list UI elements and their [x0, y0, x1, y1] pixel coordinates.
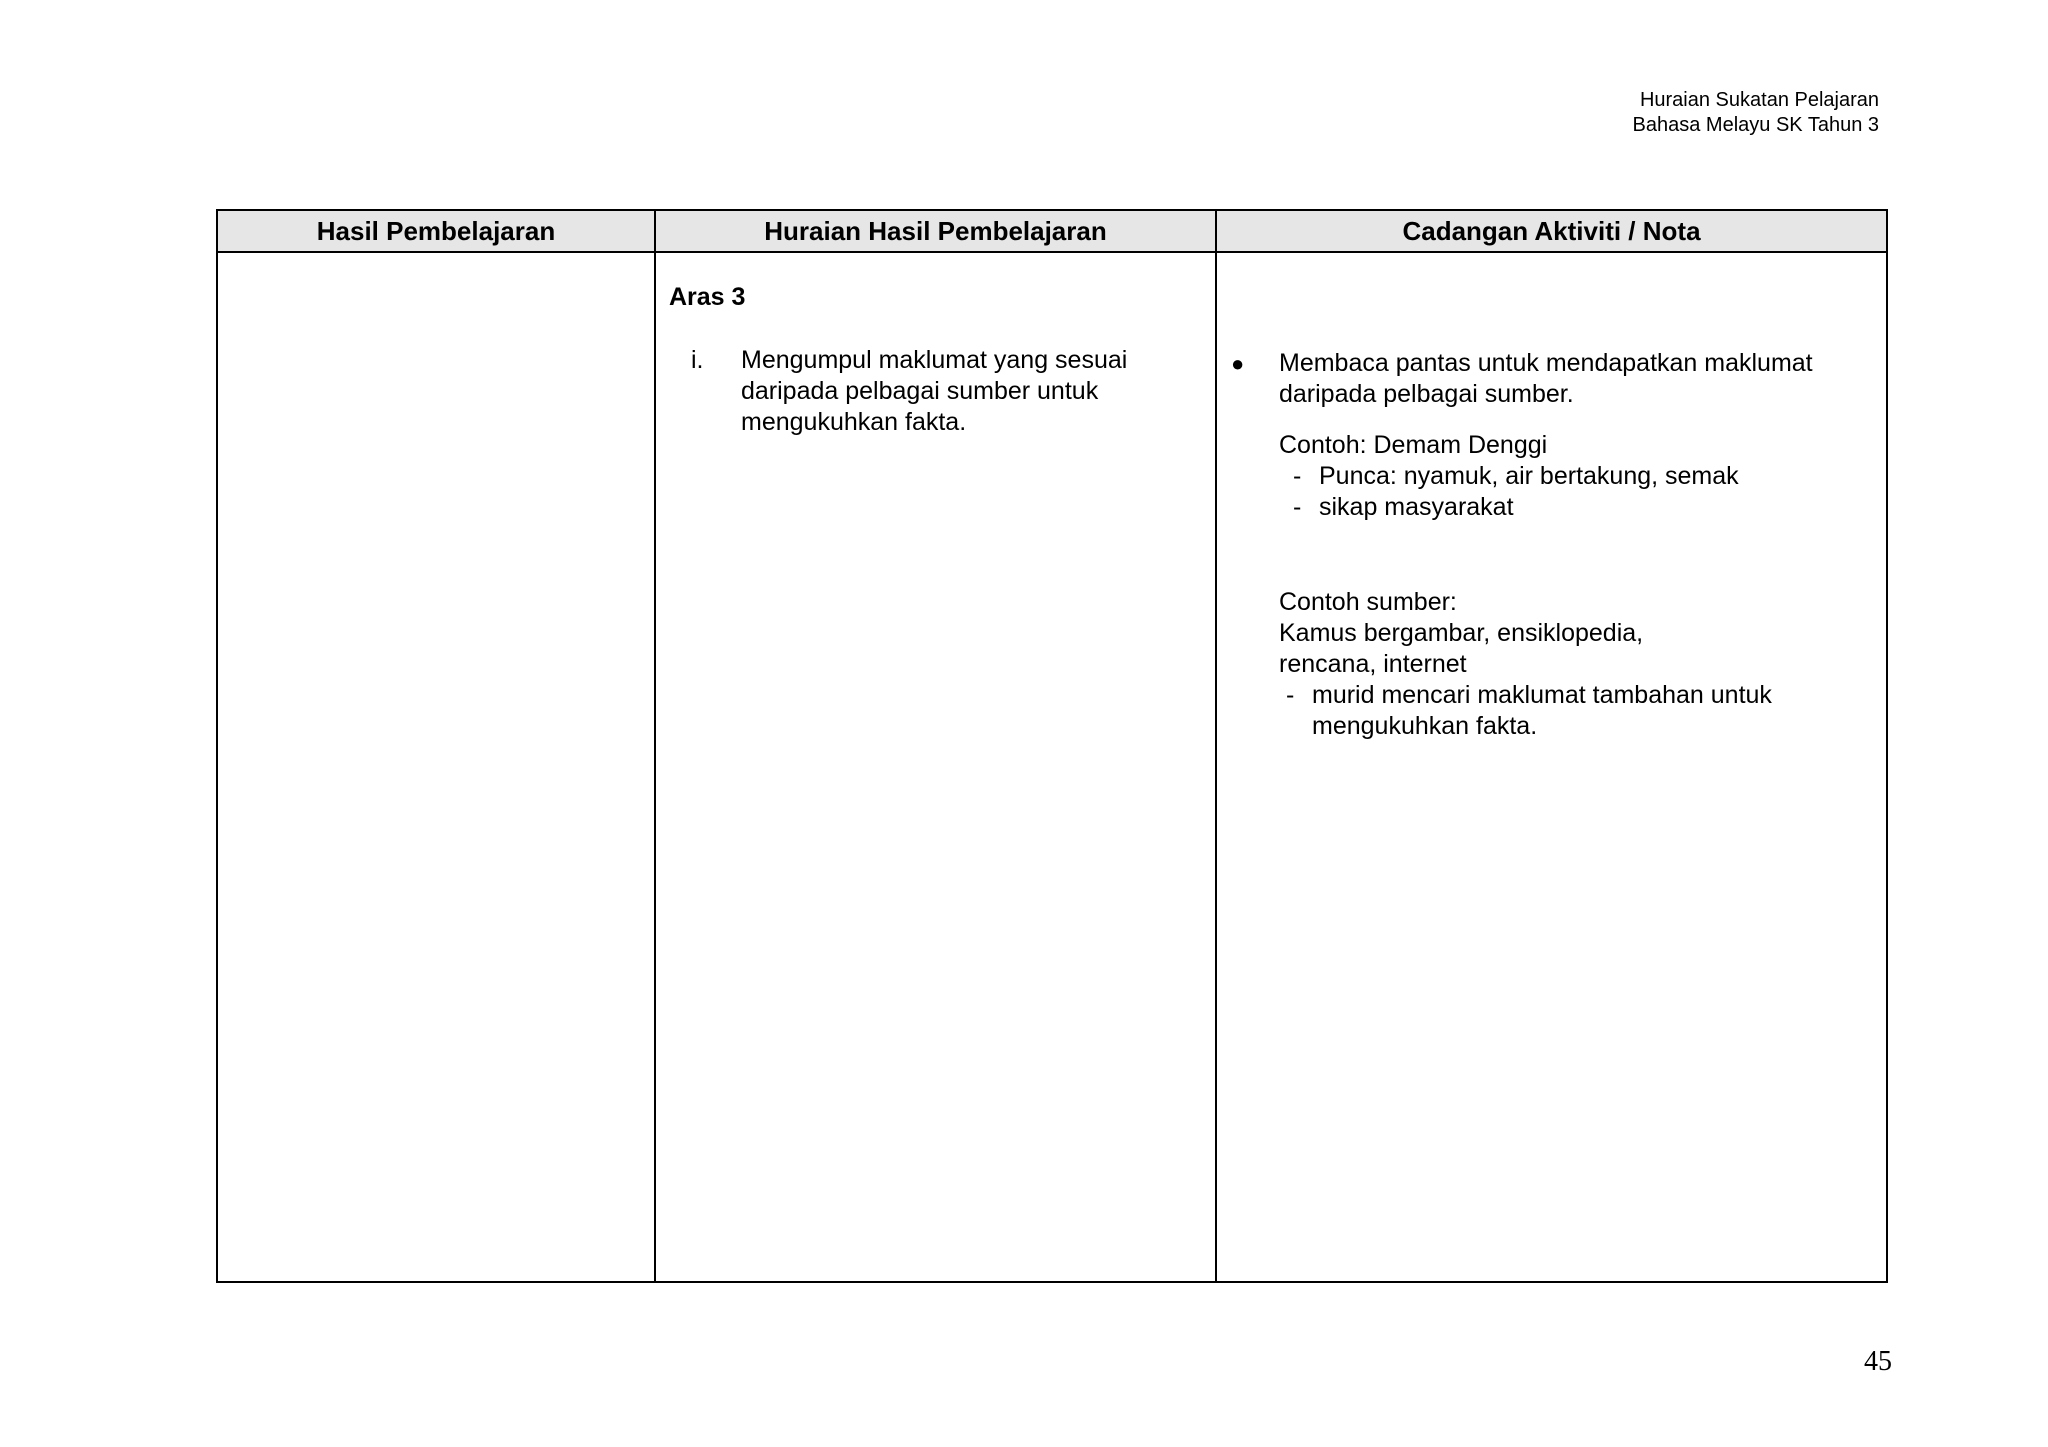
- source-line: Kamus bergambar, ensiklopedia,: [1279, 619, 1644, 647]
- example-title: Contoh: Demam Denggi: [1279, 431, 1548, 459]
- example-dash-item: [1279, 492, 1856, 523]
- column-header-cadangan: Cadangan Aktiviti / Nota: [1216, 210, 1887, 252]
- level-label: Aras 3: [669, 283, 746, 311]
- dash-icon: -: [1293, 493, 1302, 521]
- activity-bullet: [1229, 348, 1856, 410]
- activity-bullet-text: Membaca pantas untuk mendapatkan maklumat daripada pelbagai sumber.: [1279, 349, 1813, 408]
- huraian-cell: [655, 252, 1216, 1282]
- outcome-text: Mengumpul maklumat yang sesuai daripada pelbagai sumber untuk mengukuhkan fakta.: [741, 346, 1128, 436]
- column-header-hasil: Hasil Pembelajaran: [217, 210, 655, 252]
- outcome-number: i.: [691, 346, 704, 374]
- syllabus-table: [216, 209, 1888, 1283]
- example-dash-text: sikap masyarakat: [1319, 493, 1514, 521]
- source-line: rencana, internet: [1279, 650, 1467, 678]
- dash-icon: -: [1293, 462, 1302, 490]
- example-block: [1229, 430, 1856, 523]
- table-header-row: [217, 210, 1887, 252]
- source-title: Contoh sumber:: [1279, 588, 1457, 616]
- dash-icon: -: [1286, 681, 1295, 709]
- cadangan-cell: [1216, 252, 1887, 1282]
- source-dash-item: [1279, 680, 1856, 742]
- source-block: [1229, 587, 1856, 742]
- example-dash-text: Punca: nyamuk, air bertakung, semak: [1319, 462, 1739, 490]
- hasil-cell: [217, 252, 655, 1282]
- document-header: [1633, 88, 1879, 138]
- column-header-huraian: Huraian Hasil Pembelajaran: [655, 210, 1216, 252]
- table-row: [217, 252, 1887, 1282]
- header-title: Huraian Sukatan Pelajaran: [1639, 89, 1879, 111]
- activity-notes: [1229, 348, 1856, 742]
- example-dash-item: [1279, 461, 1856, 492]
- outcome-item: [691, 345, 1175, 438]
- header-subtitle: Bahasa Melayu SK Tahun 3: [1632, 114, 1879, 136]
- page-number: 45: [1864, 1346, 1892, 1377]
- source-dash-text: murid mencari maklumat tambahan untuk mengukuhkan fakta.: [1312, 681, 1772, 740]
- bullet-icon: ●: [1231, 351, 1245, 376]
